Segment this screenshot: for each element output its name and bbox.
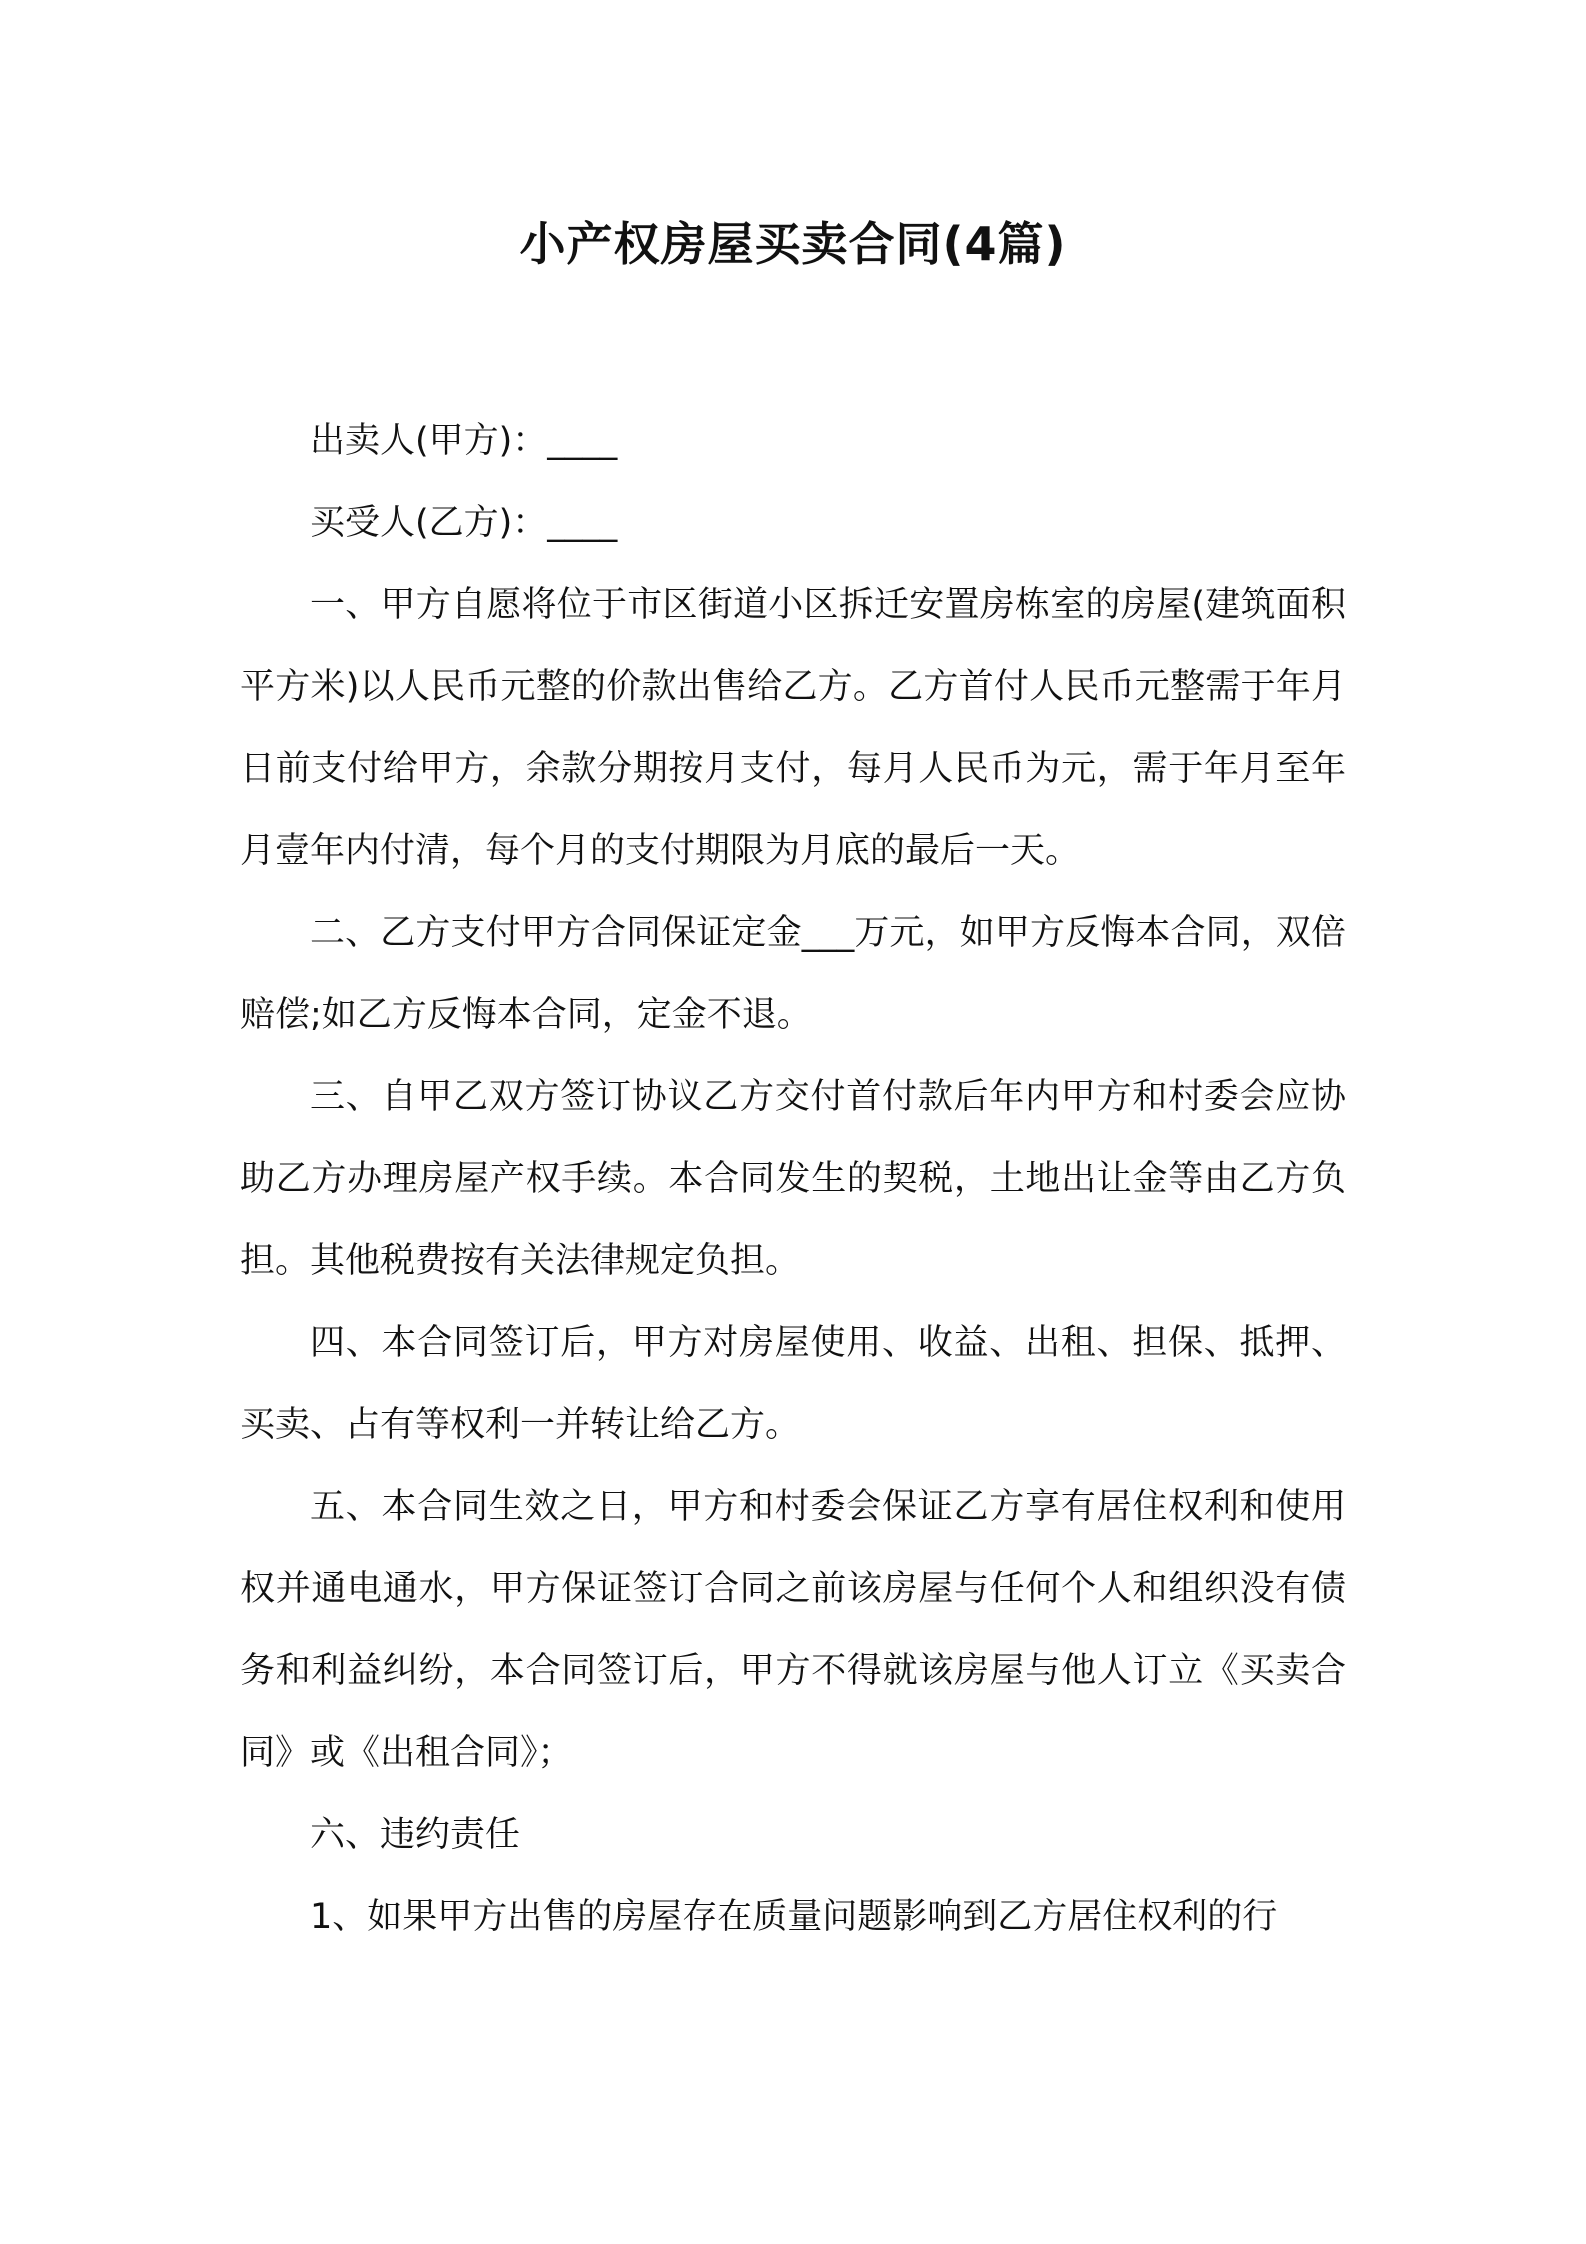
clause-6-heading: 六、违约责任 [310,1815,521,1855]
clause-5: 五、本合同生效之日，甲方和村委会保证乙方享有居住权利和使用权并通电通水，甲方保证签订合同之前该房屋与任何个人和组织没有债务和利益纠纷，本合同签订后，甲方不得就该房屋与他人订立《买卖合同》或《出租合同》； [240,1487,1346,1773]
clause-3: 三、自甲乙双方签订协议乙方交付首付款后年内甲方和村委会应协助乙方办理房屋产权手续。本合同发生的契税，土地出让金等由乙方负担。其他税费按有关法律规定负担。 [240,1077,1346,1281]
clause-6-item-1: 1、如果甲方出售的房屋存在质量问题影响到乙方居住权利的行 [310,1897,1278,1937]
clause-4: 四、本合同签订后，甲方对房屋使用、收益、出租、担保、抵押、买卖、占有等权利一并转让给乙方。 [240,1323,1346,1445]
document-body [240,400,1346,1958]
document-title: 小产权房屋买卖合同(4篇) [519,217,1067,271]
buyer-line: 买受人(乙方)：____ [310,503,618,543]
clause-2: 二、乙方支付甲方合同保证定金___万元，如甲方反悔本合同，双倍赔偿;如乙方反悔本合同，定金不退。 [240,913,1346,1035]
clause-1: 一、甲方自愿将位于市区街道小区拆迁安置房栋室的房屋(建筑面积平方米)以人民币元整的价款出售给乙方。乙方首付人民币元整需于年月日前支付给甲方，余款分期按月支付，每月人民币为元，需于年月至年月壹年内付清，每个月的支付期限为月底的最后一天。 [240,585,1346,871]
seller-line: 出卖人(甲方)：____ [310,421,618,461]
